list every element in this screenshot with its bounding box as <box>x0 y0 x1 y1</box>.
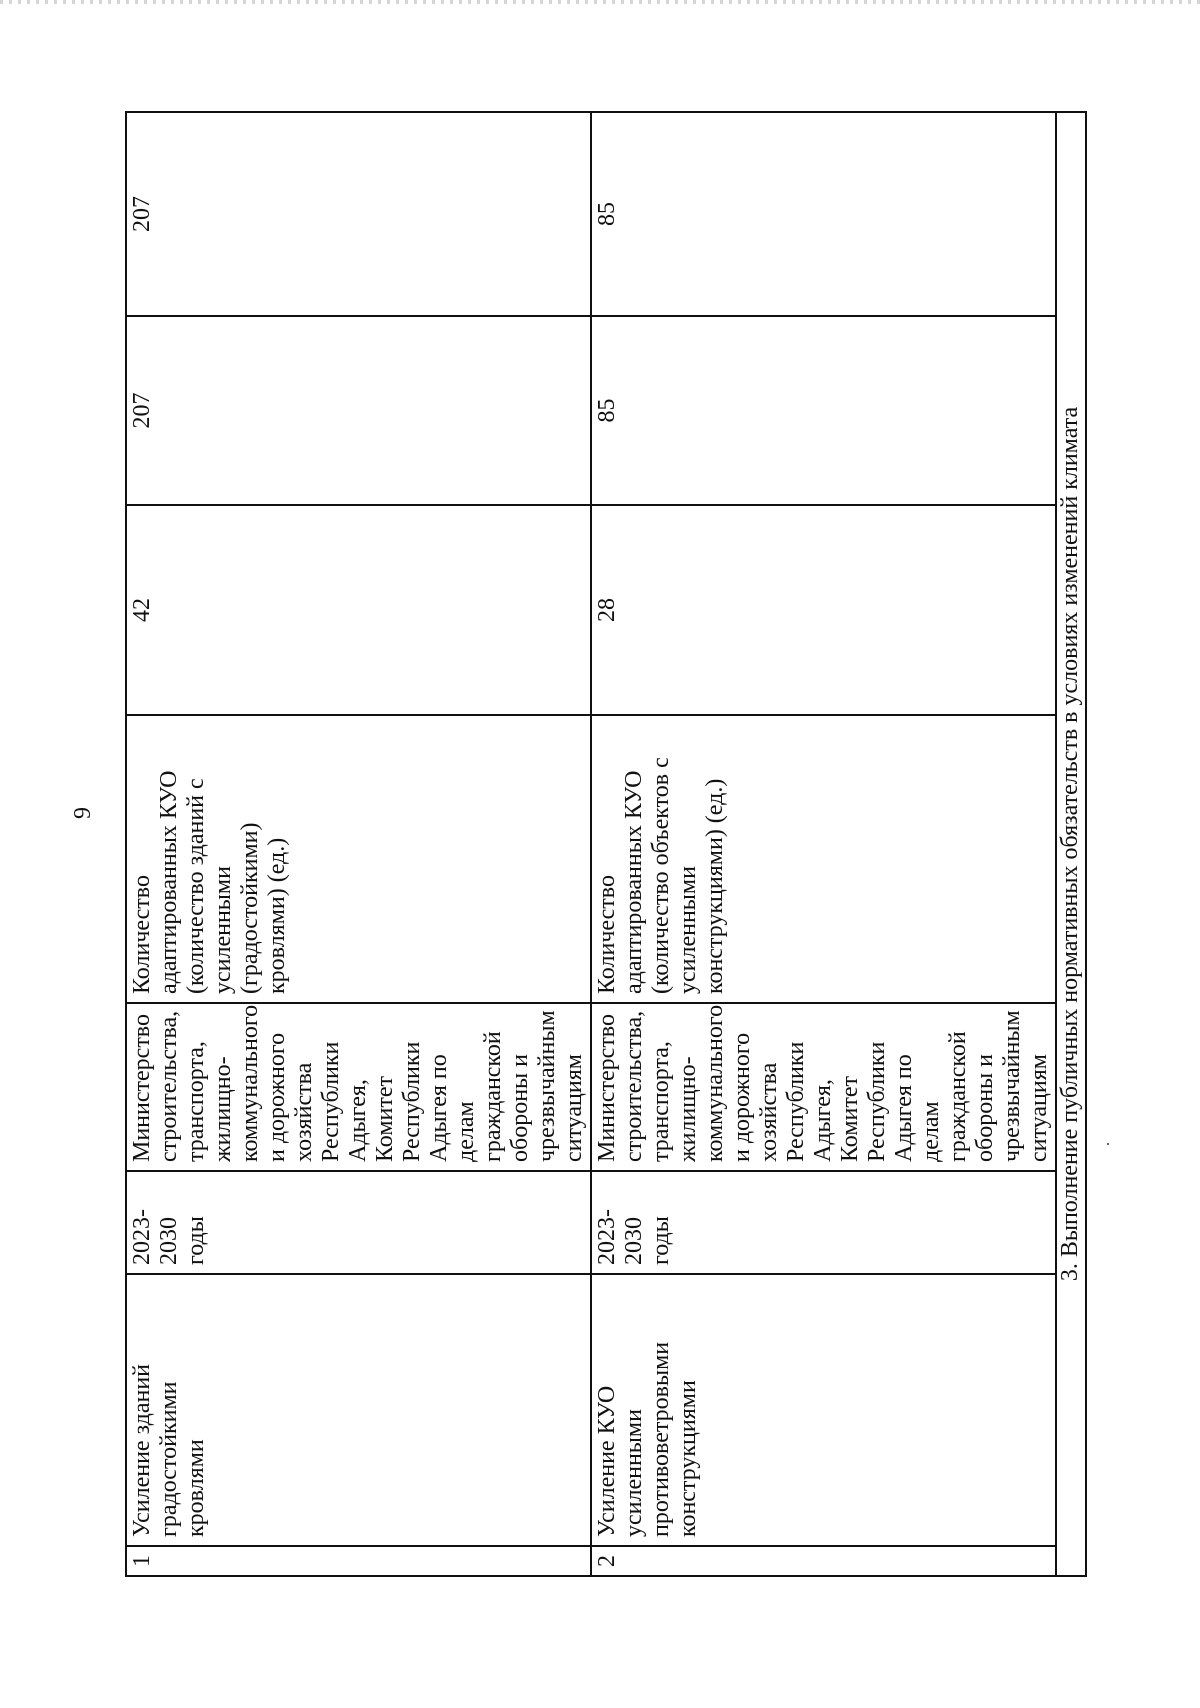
measures-table <box>125 111 1087 1577</box>
value-cell-3: 207 <box>126 112 591 316</box>
value-cell-2: 85 <box>591 316 1056 505</box>
rotated-table-frame <box>125 113 1083 1577</box>
value-cell-3: 85 <box>591 112 1056 316</box>
row-index: 2 <box>591 1546 1056 1576</box>
section-heading: 3. Выполнение публичных нормативных обязательств в условиях изменений климата <box>1056 112 1086 1576</box>
page-number: 9 <box>70 807 96 819</box>
measure-cell: Усиление зданий градостойкими кровлями <box>126 1274 591 1546</box>
responsible-cell: Министерство строительства, транспорта, жилищно-коммунального и дорожного хозяйства Республики Адыгея, Комитет Республики Адыгея по делам гражданской обороны и чрезвычайным ситуациям <box>126 1003 591 1171</box>
section-heading-row <box>1056 112 1086 1576</box>
scan-edge-artifact <box>0 0 1200 4</box>
period-cell: 2023-2030 годы <box>126 1171 591 1274</box>
value-cell-2: 207 <box>126 316 591 505</box>
period-cell: 2023-2030 годы <box>591 1171 1056 1274</box>
table-row <box>591 112 1056 1576</box>
scan-speck <box>1107 1143 1109 1145</box>
value-cell-1: 42 <box>126 505 591 715</box>
row-index: 1 <box>126 1546 591 1576</box>
indicator-cell: Количество адаптированных КУО (количество зданий с усиленными (градостойкими) кровлями) (ед.) <box>126 715 591 1003</box>
value-cell-1: 28 <box>591 505 1056 715</box>
responsible-cell: Министерство строительства, транспорта, жилищно-коммунального и дорожного хозяйства Республики Адыгея, Комитет Республики Адыгея по делам гражданской обороны и чрезвычайным ситуациям <box>591 1003 1056 1171</box>
indicator-cell: Количество адаптированных КУО (количество объектов с усиленными конструкциями) (ед.) <box>591 715 1056 1003</box>
table-row <box>126 112 591 1576</box>
measure-cell: Усиление КУО усиленными противоветровыми конструкциями <box>591 1274 1056 1546</box>
table-landscape <box>125 113 1083 1577</box>
